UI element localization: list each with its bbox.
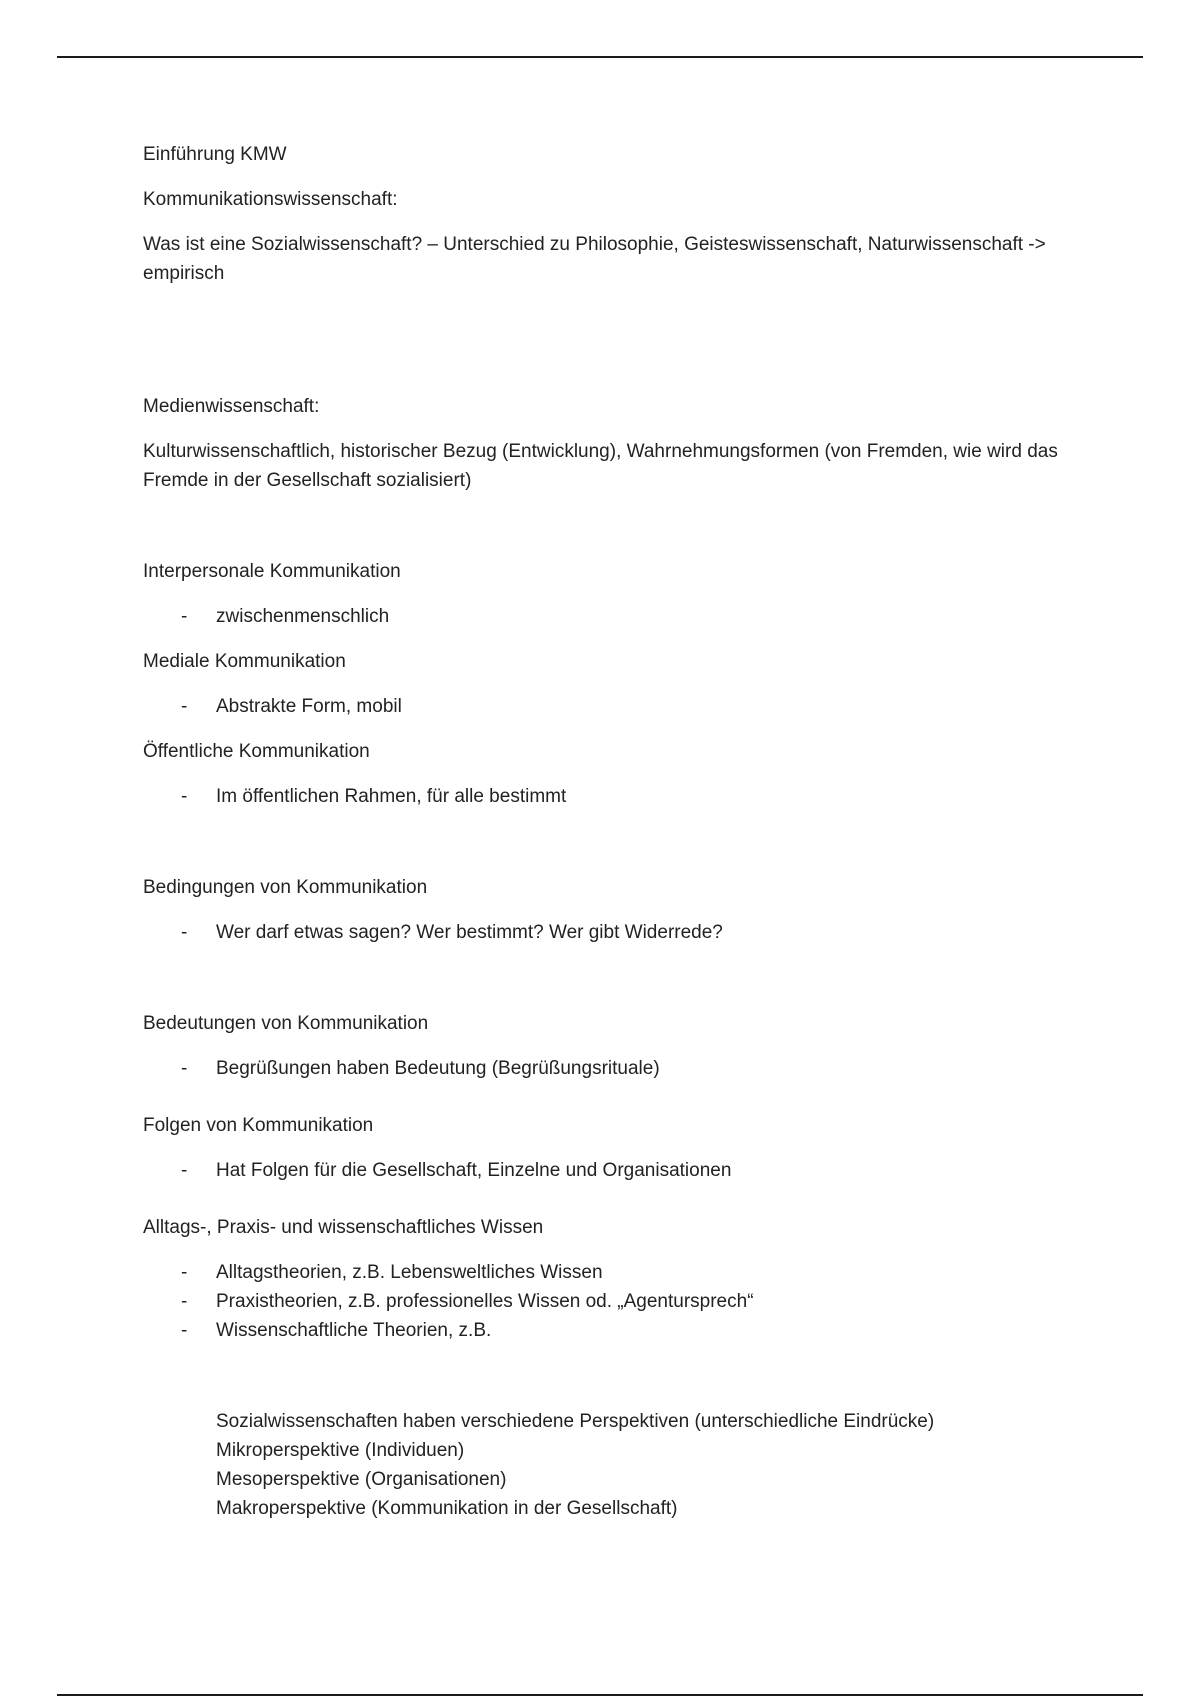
list-folgen <box>143 1156 1063 1185</box>
list-item-text: Begrüßungen haben Bedeutung (Begrüßungsrituale) <box>216 1058 660 1079</box>
paragraph-kommunikationswissenschaft: Was ist eine Sozialwissenschaft? – Unterschied zu Philosophie, Geisteswissenschaft, Naturwissenschaft -> empirisch <box>143 234 1046 284</box>
heading-oeffentlich: Öffentliche Kommunikation <box>143 741 370 762</box>
perspective-meso: Mesoperspektive (Organisationen) <box>216 1469 507 1490</box>
list-wissen <box>143 1258 1063 1345</box>
heading-medial: Mediale Kommunikation <box>143 651 346 672</box>
bullet-dash: - <box>181 786 188 807</box>
list-item-text: Wer darf etwas sagen? Wer bestimmt? Wer gibt Widerrede? <box>216 922 723 943</box>
heading-kommunikationswissenschaft: Kommunikationswissenschaft: <box>143 189 398 210</box>
list-oeffentlich <box>143 782 1063 811</box>
list-item <box>143 782 1063 811</box>
perspectives-intro: Sozialwissenschaften haben verschiedene Perspektiven (unterschiedliche Eindrücke) <box>216 1411 935 1432</box>
list-item <box>143 602 1063 631</box>
heading-wissen: Alltags-, Praxis- und wissenschaftliches Wissen <box>143 1217 544 1238</box>
bullet-dash: - <box>181 696 188 717</box>
heading-medienwissenschaft: Medienwissenschaft: <box>143 396 320 417</box>
list-item-text: zwischenmenschlich <box>216 606 390 627</box>
list-item <box>143 1287 1063 1316</box>
heading-bedeutungen: Bedeutungen von Kommunikation <box>143 1013 429 1034</box>
heading-interpersonal: Interpersonale Kommunikation <box>143 561 401 582</box>
bullet-dash: - <box>181 1291 188 1312</box>
list-bedeutungen <box>143 1054 1063 1083</box>
list-bedingungen <box>143 918 1063 947</box>
list-item <box>143 1258 1063 1287</box>
bullet-dash: - <box>181 606 188 627</box>
paragraph-medienwissenschaft: Kulturwissenschaftlich, historischer Bezug (Entwicklung), Wahrnehmungsformen (von Fremden, wie wird das Fremde in der Gesellschaft sozialisiert) <box>143 441 1058 491</box>
list-item <box>143 918 1063 947</box>
header-rule <box>57 56 1143 58</box>
footer-rule <box>57 1694 1143 1696</box>
bullet-dash: - <box>181 922 188 943</box>
list-item-text: Wissenschaftliche Theorien, z.B. <box>216 1320 492 1341</box>
bullet-dash: - <box>181 1058 188 1079</box>
list-item-text: Abstrakte Form, mobil <box>216 696 402 717</box>
bullet-dash: - <box>181 1160 188 1181</box>
list-item-text: Alltagstheorien, z.B. Lebensweltliches Wissen <box>216 1262 603 1283</box>
list-item-text: Hat Folgen für die Gesellschaft, Einzelne und Organisationen <box>216 1160 732 1181</box>
list-interpersonal <box>143 602 1063 631</box>
perspective-macro: Makroperspektive (Kommunikation in der Gesellschaft) <box>216 1498 678 1519</box>
perspectives-block <box>143 1407 1063 1523</box>
heading-folgen: Folgen von Kommunikation <box>143 1115 374 1136</box>
list-item <box>143 692 1063 721</box>
bullet-dash: - <box>181 1262 188 1283</box>
list-medial <box>143 692 1063 721</box>
list-item-text: Im öffentlichen Rahmen, für alle bestimmt <box>216 786 567 807</box>
list-item <box>143 1156 1063 1185</box>
list-item <box>143 1054 1063 1083</box>
document-title: Einführung KMW <box>143 144 287 165</box>
bullet-dash: - <box>181 1320 188 1341</box>
list-item <box>143 1316 1063 1345</box>
list-item-text: Praxistheorien, z.B. professionelles Wissen od. „Agentursprech“ <box>216 1291 754 1312</box>
heading-bedingungen: Bedingungen von Kommunikation <box>143 877 428 898</box>
perspective-micro: Mikroperspektive (Individuen) <box>216 1440 465 1461</box>
document-body <box>143 140 1063 1523</box>
